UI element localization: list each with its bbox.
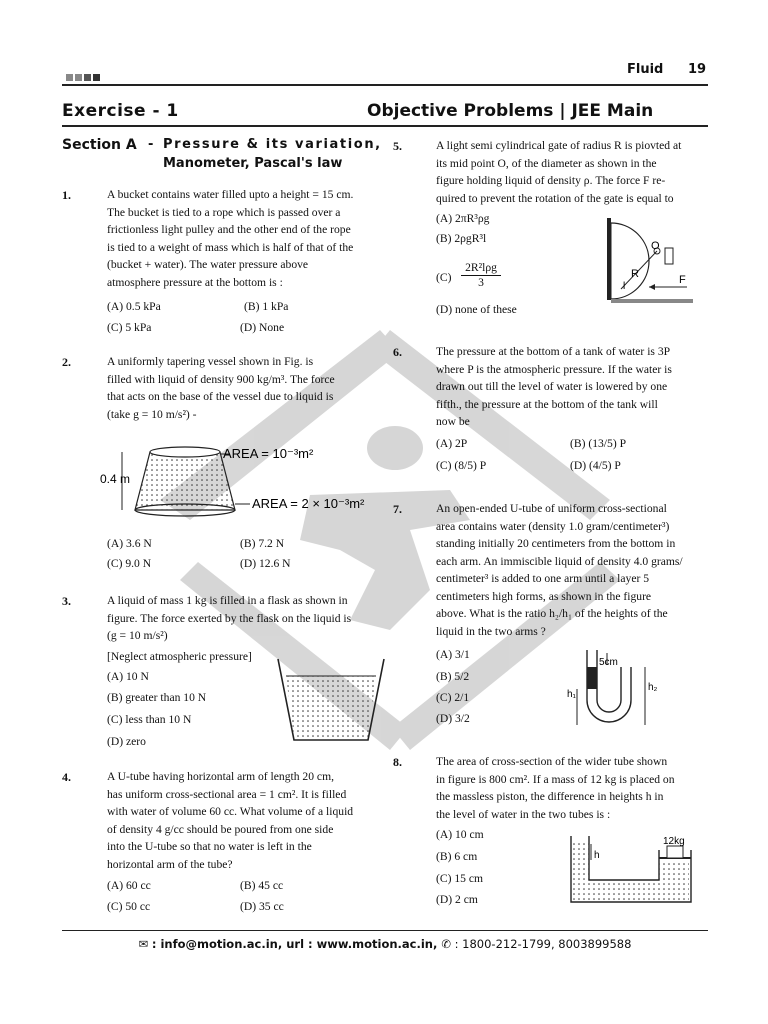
piston-mass-label: 12kg — [663, 836, 685, 847]
question-2-number: 2. — [62, 355, 71, 369]
q1-line: frictionless light pulley and the other end of the rope — [107, 223, 351, 236]
q6-line: drawn out till the level of water is lowered by one — [436, 380, 668, 393]
gate-label-o: O — [651, 240, 660, 252]
q5-option-c[interactable]: (C) — [436, 271, 452, 284]
section-topic-line1: Pressure & its variation, — [163, 137, 382, 152]
height-diff-label: h — [594, 850, 600, 861]
q2-tapering-vessel-figure — [95, 438, 385, 528]
mail-icon: ✉ — [138, 937, 149, 951]
q7-line: centimeter³ is added to one arm until a layer 5 — [436, 572, 650, 585]
q2-line: A uniformly tapering vessel shown in Fig. is — [107, 355, 314, 368]
vessel-body — [135, 452, 235, 510]
q4-option-a[interactable]: (A) 60 cc — [107, 879, 151, 892]
q8-option-b[interactable]: (B) 6 cm — [436, 850, 478, 863]
q5-line: its mid point O, of the diameter as shown in the — [436, 156, 657, 170]
vessel-top — [150, 447, 220, 457]
q7-line: above. What is the ratio h₂/h₁ of the heights of the — [436, 607, 668, 620]
header-rule — [62, 84, 708, 86]
q2-line: (take g = 10 m/s²) - — [107, 407, 197, 421]
q6-option-a[interactable]: (A) 2P — [436, 437, 468, 450]
q1-line: atmosphere pressure at the bottom is : — [107, 275, 283, 289]
q4-line: horizontal arm of the tube? — [107, 857, 233, 871]
q1-option-a[interactable]: (A) 0.5 kPa — [107, 300, 161, 313]
q5-option-b[interactable]: (B) 2ρgR³l — [436, 232, 487, 245]
header-subject: Fluid — [627, 62, 664, 77]
gate-label-l: l — [623, 281, 626, 292]
question-6-text — [436, 343, 708, 431]
q7-line: standing initially 20 centimeters from the bottom in — [436, 537, 676, 550]
q7-option-b[interactable]: (B) 5/2 — [436, 670, 470, 683]
q4-line: has uniform cross-sectional area = 1 cm². It is filled — [107, 787, 347, 801]
question-1-text — [107, 186, 377, 291]
header-square-4 — [93, 74, 100, 81]
q5-line: figure holding liquid of density ρ. The force F re- — [436, 174, 666, 187]
q7-u-tube-figure — [565, 645, 675, 730]
q4-option-d[interactable]: (D) 35 cc — [240, 900, 284, 913]
q8-option-c[interactable]: (C) 15 cm — [436, 872, 484, 885]
u-tube-layer-label: 5cm — [599, 657, 618, 668]
q4-option-b[interactable]: (B) 45 cc — [240, 879, 284, 892]
gate-label-r: R — [631, 268, 639, 280]
q7-line: centimeters high forms, as shown in the figure — [436, 589, 652, 603]
question-4-text — [107, 768, 379, 873]
question-3-number: 3. — [62, 594, 71, 608]
q6-option-c[interactable]: (C) (8/5) P — [436, 459, 487, 472]
q7-line: area contains water (density 1.0 gram/centimeter³) — [436, 519, 670, 533]
q6-option-b[interactable]: (B) (13/5) P — [570, 437, 627, 450]
area-bottom-label: AREA = 2 × 10⁻³m² — [252, 496, 365, 511]
q2-line: filled with liquid of density 900 kg/m³. The force — [107, 372, 335, 386]
q2-option-a[interactable]: (A) 3.6 N — [107, 537, 152, 550]
q2-option-b[interactable]: (B) 7.2 N — [240, 537, 285, 550]
q6-line: fifth., the pressure at the bottom of the tank will — [436, 397, 658, 411]
section-topic-line2: Manometer, Pascal's law — [163, 156, 343, 171]
q3-option-b[interactable]: (B) greater than 10 N — [107, 691, 207, 704]
area-top-label: AREA = 10⁻³m² — [223, 446, 314, 461]
exercise-subtitle: Objective Problems | JEE Main — [367, 101, 654, 121]
q3-line: (g = 10 m/s²) — [107, 629, 168, 642]
section-label: Section A — [62, 137, 137, 153]
height-label: 0.4 m — [100, 472, 131, 486]
q4-option-c[interactable]: (C) 50 cc — [107, 900, 151, 913]
q1-option-d[interactable]: (D) None — [240, 321, 285, 334]
q8-option-d[interactable]: (D) 2 cm — [436, 893, 478, 906]
q2-line: that acts on the base of the vessel due to liquid is — [107, 390, 334, 403]
footer-phone: : 1800-212-1799, 8003899588 — [454, 937, 632, 951]
header-square-1 — [66, 74, 73, 81]
q8-line: the level of water in the two tubes is : — [436, 807, 611, 821]
phone-icon: ✆ — [441, 937, 451, 951]
footer-contact — [62, 937, 708, 951]
section-dash: - — [148, 137, 154, 152]
q4-line: into the U-tube so that no water is left in the — [107, 840, 312, 853]
q5-line: quired to prevent the rotation of the gate is equal to — [436, 191, 674, 205]
question-5-text — [436, 137, 708, 207]
q1-option-c[interactable]: (C) 5 kPa — [107, 321, 152, 334]
question-8-text — [436, 753, 708, 823]
footer-rule — [62, 930, 708, 931]
q3-line: A liquid of mass 1 kg is filled in a flask as shown in — [107, 594, 348, 607]
q8-line: in figure is 800 cm². If a mass of 12 kg is placed on — [436, 772, 675, 786]
q5-option-d[interactable]: (D) none of these — [436, 303, 517, 316]
question-7-number: 7. — [393, 502, 402, 516]
header-page-number: 19 — [688, 62, 707, 77]
question-4-number: 4. — [62, 770, 71, 784]
q4-line: with water of volume 60 cc. What volume of a liquid — [107, 805, 354, 818]
q1-line: is tied to a weight of mass which is half of that of the — [107, 240, 354, 254]
q5-option-a[interactable]: (A) 2πR³ρg — [436, 212, 490, 225]
q8-line: The area of cross-section of the wider tube shown — [436, 755, 668, 768]
question-2-text — [107, 353, 377, 423]
q7-line: An open-ended U-tube of uniform cross-sectional — [436, 502, 667, 515]
q6-line: where P is the atmospheric pressure. If the water is — [436, 362, 672, 376]
exercise-title: Exercise - 1 — [62, 101, 179, 121]
header-square-3 — [84, 74, 91, 81]
q3-option-d[interactable]: (D) zero — [107, 735, 146, 748]
q3-line: figure. The force exerted by the flask on the liquid is — [107, 611, 352, 625]
question-6-number: 6. — [393, 345, 402, 359]
q2-option-d[interactable]: (D) 12.6 N — [240, 557, 291, 570]
q3-option-a[interactable]: (A) 10 N — [107, 670, 149, 683]
question-8-number: 8. — [393, 755, 402, 769]
q7-option-c[interactable]: (C) 2/1 — [436, 691, 470, 704]
q2-option-c[interactable]: (C) 9.0 N — [107, 557, 152, 570]
u-tube-h2-label: h₂ — [648, 682, 658, 693]
q7-option-a[interactable]: (A) 3/1 — [436, 648, 470, 661]
q6-line: now be — [436, 415, 470, 428]
q1-line: (bucket + water). The water pressure above — [107, 258, 309, 271]
q1-option-b[interactable]: (B) 1 kPa — [244, 300, 289, 313]
q1-line: A bucket contains water filled upto a height = 15 cm. — [107, 188, 354, 201]
q6-option-d[interactable]: (D) (4/5) P — [570, 459, 621, 472]
q8-option-a[interactable]: (A) 10 cm — [436, 828, 484, 841]
q3-line: [Neglect atmospheric pressure] — [107, 649, 252, 663]
q8-line: the massless piston, the difference in heights h in — [436, 790, 664, 803]
question-1-number: 1. — [62, 188, 71, 202]
q4-line: A U-tube having horizontal arm of length 20 cm, — [107, 770, 334, 783]
q5-frac-denominator: 3 — [478, 276, 484, 289]
q3-flask-figure — [276, 654, 386, 744]
q6-line: The pressure at the bottom of a tank of water is 3P — [436, 345, 671, 358]
q3-option-c[interactable]: (C) less than 10 N — [107, 713, 192, 726]
question-7-text — [436, 500, 708, 640]
q5-option-c-fraction — [461, 261, 501, 290]
q7-option-d[interactable]: (D) 3/2 — [436, 712, 470, 725]
q7-line: liquid in the two arms ? — [436, 624, 546, 638]
q5-frac-numerator: 2R²lρg — [461, 261, 501, 276]
footer-email-url: : info@motion.ac.in, url : www.motion.ac.in, — [151, 937, 442, 951]
q4-line: of density 4 g/cc should be poured from one side — [107, 822, 334, 836]
gate-label-f: F — [679, 274, 686, 286]
q5-line: A light semi cylindrical gate of radius R is piovted at — [436, 139, 682, 152]
u-tube-h1-label: h₁ — [567, 689, 576, 700]
question-5-number: 5. — [393, 139, 402, 153]
q1-line: The bucket is tied to a rope which is passed over a — [107, 205, 341, 219]
title-rule — [62, 125, 708, 127]
q5-semicylinder-gate-figure — [585, 213, 700, 308]
q8-wide-tube-figure — [567, 832, 697, 907]
q7-line: each arm. An immiscible liquid of density 4.0 grams/ — [436, 554, 683, 568]
header-square-2 — [75, 74, 82, 81]
